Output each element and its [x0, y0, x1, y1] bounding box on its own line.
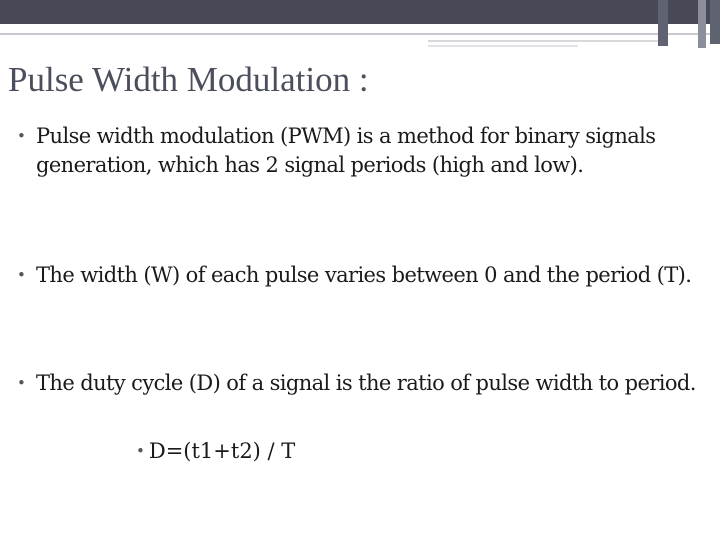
- sub-bullet-marker: •: [136, 442, 145, 460]
- slide-title: Pulse Width Modulation :: [8, 60, 369, 99]
- sub-bullet-duty-formula: [136, 439, 295, 463]
- bullet-pwm-definition: [17, 122, 713, 180]
- bullet-text: The width (W) of each pulse varies between 0 and the period (T).: [36, 263, 692, 287]
- header-rule: [0, 33, 720, 35]
- bullet-duty-cycle: [17, 369, 713, 398]
- duty-formula: D=(t1+t2) / T: [148, 439, 296, 463]
- header-corner-bar-edge: [710, 0, 720, 44]
- bullet-text: Pulse width modulation (PWM) is a method for binary signals generation, which has 2 signal periods (high and low).: [36, 124, 656, 177]
- header-rule-short: [428, 45, 578, 47]
- header-rule-accent: [428, 40, 666, 42]
- bullet-text: The duty cycle (D) of a signal is the ratio of pulse width to period.: [36, 371, 696, 395]
- header-corner-bar-right: [698, 0, 706, 48]
- header-corner-bar: [658, 0, 668, 46]
- bullet-marker: •: [17, 266, 26, 284]
- bullet-pulse-width: [17, 261, 713, 290]
- bullet-marker: •: [17, 374, 26, 392]
- bullet-marker: •: [17, 127, 26, 145]
- header-band: [0, 0, 720, 24]
